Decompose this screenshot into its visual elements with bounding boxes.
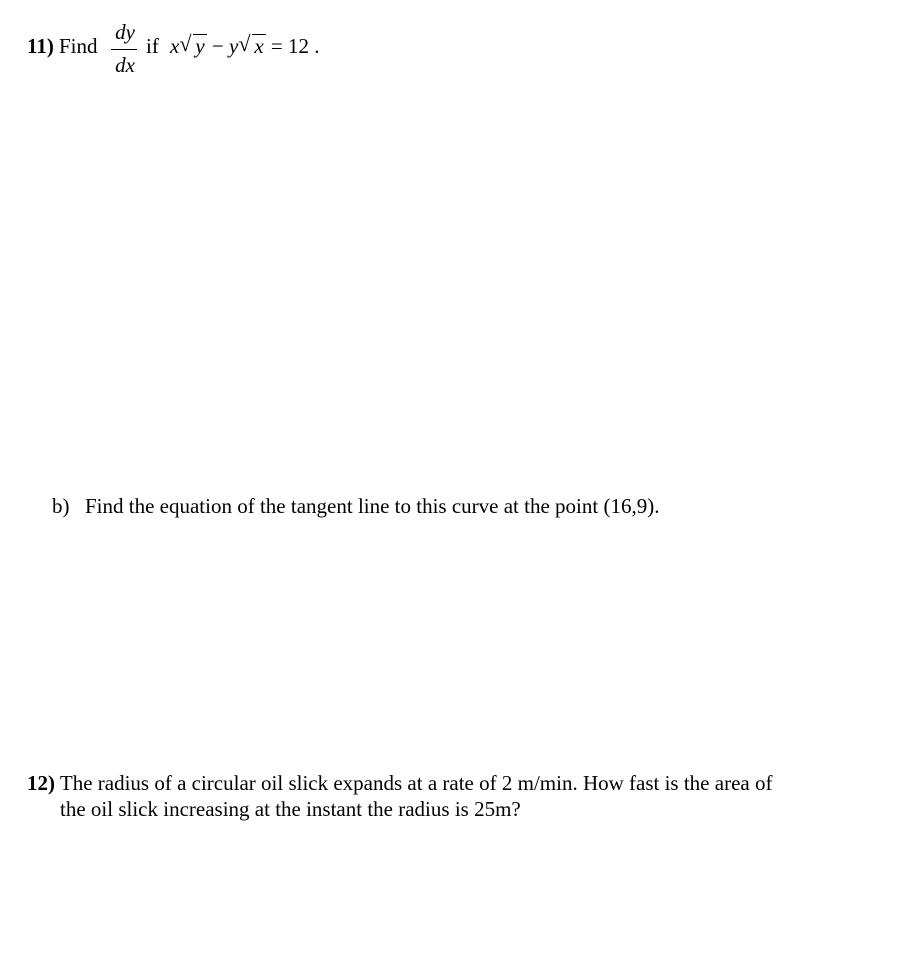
question-11 — [27, 20, 427, 82]
var-y: y — [229, 34, 239, 58]
question-12-line-1 — [27, 770, 847, 796]
sqrt-y — [179, 31, 206, 59]
fraction-bar — [111, 49, 137, 50]
question-12 — [27, 770, 847, 822]
fraction-denominator: dx — [115, 53, 135, 77]
implicit-equation — [170, 31, 320, 59]
part-label: b) — [52, 494, 70, 518]
equation-rhs: = 12 . — [265, 34, 320, 58]
sqrt-radicand-x: x — [254, 34, 264, 58]
derivative-fraction — [111, 20, 139, 80]
part-text: Find the equation of the tangent line to this curve at the point (16,9). — [85, 494, 660, 518]
radical-sign: √ — [238, 31, 251, 56]
question-12-line-2: the oil slick increasing at the instant the radius is 25m? — [60, 797, 521, 821]
question-number: 11) — [27, 34, 54, 58]
minus-sign: − — [206, 34, 229, 58]
find-label: Find — [59, 34, 98, 58]
radical-sign: √ — [179, 31, 192, 56]
question-11b — [52, 494, 659, 519]
var-x: x — [170, 34, 180, 58]
if-label: if — [146, 34, 159, 58]
sqrt-x — [238, 31, 265, 59]
question-text: The radius of a circular oil slick expands at a rate of 2 m/min. How fast is the area of — [55, 771, 773, 795]
fraction-numerator: dy — [115, 20, 135, 44]
question-number: 12) — [27, 771, 55, 795]
sqrt-radicand-y: y — [195, 34, 205, 58]
